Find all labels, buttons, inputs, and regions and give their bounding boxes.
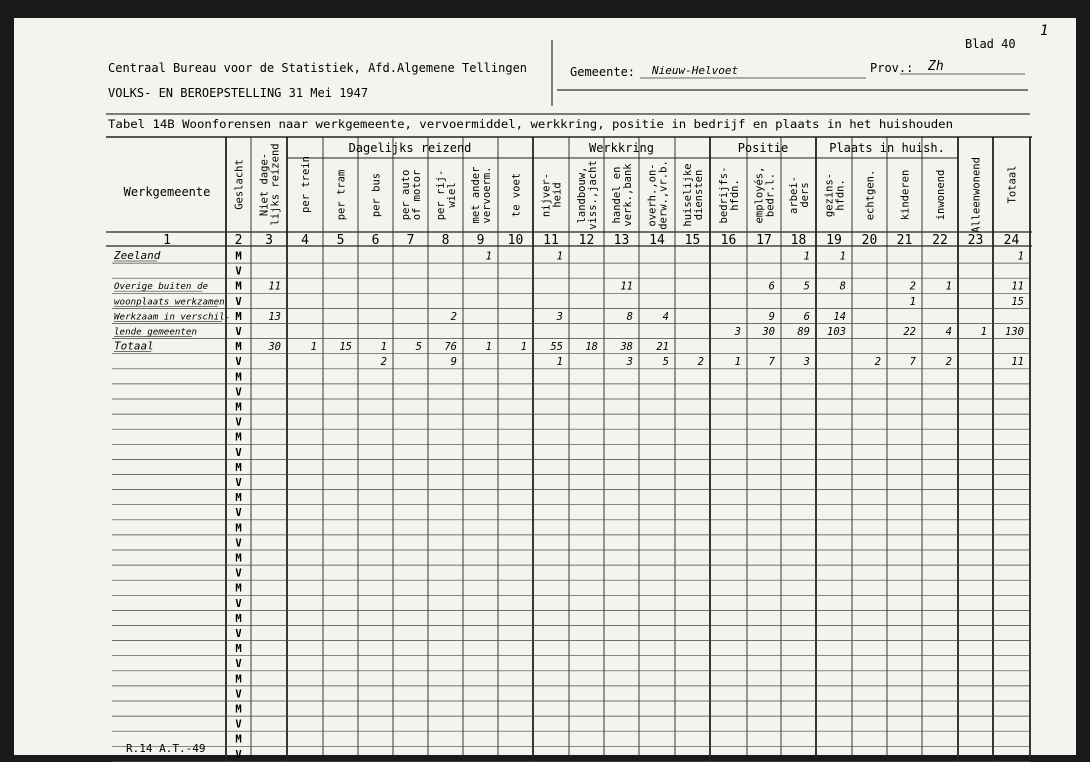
column-header [754,167,777,224]
column-number: 6 [371,233,380,248]
value-cell: 13 [268,310,281,323]
value-cell: 1 [380,341,387,354]
value-cell: 7 [909,356,916,369]
column-header [1007,166,1019,204]
column-header [824,173,847,217]
value-cell: 1 [839,250,846,263]
value-cell: 21 [656,341,669,354]
sex-cell: M [235,461,242,474]
value-cell: 11 [620,280,633,293]
column-header [336,170,348,221]
row-label: Overige buiten de [114,281,209,293]
census-title: VOLKS- EN BEROEPSTELLING 31 Mei 1947 [108,86,369,100]
svg-text:te voet: te voet [510,172,523,218]
column-number: 21 [896,233,913,248]
column-header [541,173,564,217]
value-cell: 2 [450,310,457,323]
column-number: 13 [613,233,630,248]
sex-cell: M [235,401,242,414]
sex-cell: M [235,341,242,354]
sex-cell: V [235,326,242,338]
row-label: Zeeland [114,249,161,262]
column-number: 22 [932,233,948,248]
value-cell: 18 [585,341,598,354]
sex-cell: V [235,446,242,459]
value-cell: 1 [909,295,916,308]
value-cell: 6 [803,310,810,323]
value-cell: 2 [697,356,704,369]
value-cell: 2 [945,356,952,369]
value-cell: 11 [1011,356,1024,369]
value-cell: 5 [662,356,669,369]
column-number: 2 [234,233,243,248]
sex-cell: V [235,537,242,550]
group-header: Positie [737,141,789,155]
value-cell: 103 [827,326,846,338]
svg-text:per rij-wiel: per rij-wiel [435,169,458,221]
column-number: 15 [684,233,701,248]
value-cell: 130 [1005,326,1024,338]
value-cell: 3 [626,356,633,369]
value-cell: 9 [768,310,775,323]
svg-text:handel enverk.,bank: handel enverk.,bank [611,163,634,227]
sheet-number: Blad 40 [965,37,1016,51]
column-number: 24 [1003,233,1020,248]
sex-cell: V [235,356,242,369]
value-cell: 6 [768,280,775,293]
province-label: Prov.: [870,61,914,75]
value-cell: 3 [734,326,741,338]
value-cell: 38 [620,341,633,354]
column-header [718,167,741,224]
svg-text:per autoof motor: per autoof motor [400,169,423,221]
value-cell: 11 [1011,280,1024,293]
value-cell: 14 [833,310,846,323]
group-header: Plaats in huish. [829,141,945,155]
value-cell: 1 [945,280,952,293]
value-cell: 1 [520,341,527,354]
sex-cell: V [235,265,242,278]
value-cell: 7 [768,356,775,369]
sex-cell: V [235,658,242,671]
row-label: woonplaats werkzamen [114,296,225,308]
value-cell: 1 [485,250,492,263]
column-number: 17 [756,233,772,248]
svg-text:met andervervoerm.: met andervervoerm. [470,166,493,224]
column-number: 14 [649,233,665,248]
group-header: Werkkring [588,141,655,155]
value-cell: 1 [485,341,492,354]
column-header [300,156,312,213]
value-cell: 9 [450,356,457,369]
sex-cell: M [235,250,242,263]
sex-cell: V [235,386,242,399]
column-header [900,170,912,221]
svg-text:employés,bedr.l.: employés,bedr.l. [753,166,777,224]
form-code: R.14 A.T.-49 [126,742,206,755]
svg-text:per bus: per bus [370,172,383,218]
value-cell: 4 [662,310,669,323]
value-cell: 3 [803,356,810,369]
sex-cell: V [235,718,242,731]
sex-cell: M [235,673,242,686]
column-number: 3 [265,233,273,248]
value-cell: 1 [556,250,563,263]
sex-cell: V [235,688,242,701]
sex-cell: V [235,295,242,308]
column-number: 10 [507,233,524,248]
value-cell: 76 [444,341,457,354]
column-header [511,173,523,217]
svg-text:overh.,on-derw.,vr.b.: overh.,on-derw.,vr.b. [646,160,670,230]
value-cell: 11 [268,280,281,293]
column-number: 12 [578,233,595,248]
column-number: 1 [163,233,171,248]
column-number: 9 [476,233,485,248]
corner-mark: 1 [1040,23,1049,39]
svg-text:gezins-hfdn.: gezins-hfdn. [823,172,847,218]
column-header [865,170,877,221]
group-header: Dagelijks reizend [348,141,472,155]
sex-cell: M [235,552,242,565]
column-header [400,170,423,221]
column-header [576,160,599,230]
value-cell: 8 [626,310,633,323]
column-header [647,160,670,230]
svg-text:Totaal: Totaal [1006,165,1019,204]
table-title: Tabel 14B Woonforensen naar werkgemeente, vervoermiddel, werkkring, positie in bedrijf en plaats in het huishouden [108,117,953,131]
value-cell: 5 [415,341,422,354]
column-header [611,163,634,227]
value-cell: 4 [945,326,952,338]
svg-text:landbouw,viss.,jacht: landbouw,viss.,jacht [576,160,599,230]
province-value: Zh [928,59,944,74]
sex-cell: M [235,492,242,505]
sex-cell: V [235,477,242,489]
value-cell: 1 [803,250,810,263]
gemeente-value: Nieuw-Helvoet [652,64,739,77]
value-cell: 30 [762,326,775,338]
column-number: 5 [336,233,345,248]
column-number: 11 [543,233,559,248]
sex-cell: M [235,612,242,625]
column-number: 4 [301,233,309,248]
svg-text:echtgen.: echtgen. [864,169,877,221]
sex-cell: M [235,643,242,656]
svg-text:arbei-ders: arbei-ders [788,176,811,214]
sex-cell: M [235,310,242,323]
column-header [234,159,246,210]
value-cell: 55 [550,341,563,354]
column-header [371,173,383,217]
value-cell: 1 [556,356,563,369]
column-header: Werkgemeente [123,185,211,199]
value-cell: 2 [380,356,387,369]
sex-cell: M [235,733,242,746]
bureau-heading: Centraal Bureau voor de Statistiek, Afd.Algemene Tellingen [108,61,528,75]
value-cell: 15 [339,341,352,354]
value-cell: 3 [556,310,563,323]
sex-cell: M [235,371,242,384]
sex-cell: V [235,416,242,429]
sex-cell: M [235,703,242,716]
column-header [470,167,493,224]
column-number: 19 [826,233,842,248]
svg-text:per trein: per trein [300,156,312,213]
svg-text:Niet dage-lijks reizend: Niet dage-lijks reizend [258,143,282,226]
value-cell: 5 [803,280,810,293]
sex-cell: V [235,628,242,640]
svg-text:Geslacht: Geslacht [233,159,246,210]
value-cell: 2 [874,356,881,369]
row-label: Werkzaam in verschil- [114,311,231,323]
svg-text:kinderen: kinderen [899,169,912,221]
svg-text:Alleenwonend: Alleenwonend [970,157,983,233]
column-header [682,163,705,226]
column-header [935,170,947,221]
column-number: 7 [406,233,415,248]
row-label: lende gemeenten [114,326,197,338]
value-cell: 1 [1017,250,1024,263]
sex-cell: V [235,567,242,580]
value-cell: 1 [980,326,987,338]
column-header [435,170,458,221]
sex-cell: M [235,522,242,535]
column-header [971,157,983,233]
sex-cell: V [235,748,242,761]
svg-text:per tram: per tram [335,169,348,221]
value-cell: 15 [1011,295,1024,308]
column-number: 23 [967,233,984,248]
column-number: 16 [720,233,737,248]
svg-text:nijver-heid: nijver-heid [540,172,564,218]
svg-text:huiselijkediensten: huiselijkediensten [682,163,705,227]
svg-text:bedrijfs-hfdn.: bedrijfs-hfdn. [718,166,741,224]
column-number: 18 [790,233,807,248]
value-cell: 89 [797,326,810,338]
column-number: 20 [861,233,878,248]
value-cell: 1 [310,341,317,354]
sex-cell: M [235,431,242,444]
row-label: Totaal [114,339,154,353]
sex-cell: V [235,507,242,520]
gemeente-label: Gemeente: [570,65,636,79]
column-number: 8 [441,233,450,248]
svg-text:inwonend: inwonend [935,169,947,221]
value-cell: 22 [903,326,916,338]
value-cell: 2 [909,280,916,293]
column-header [259,143,282,225]
sex-cell: M [235,280,242,293]
sex-cell: V [235,597,242,610]
value-cell: 30 [268,341,281,354]
value-cell: 8 [839,280,846,293]
sex-cell: M [235,582,242,595]
value-cell: 1 [734,356,741,369]
column-header [788,176,811,214]
